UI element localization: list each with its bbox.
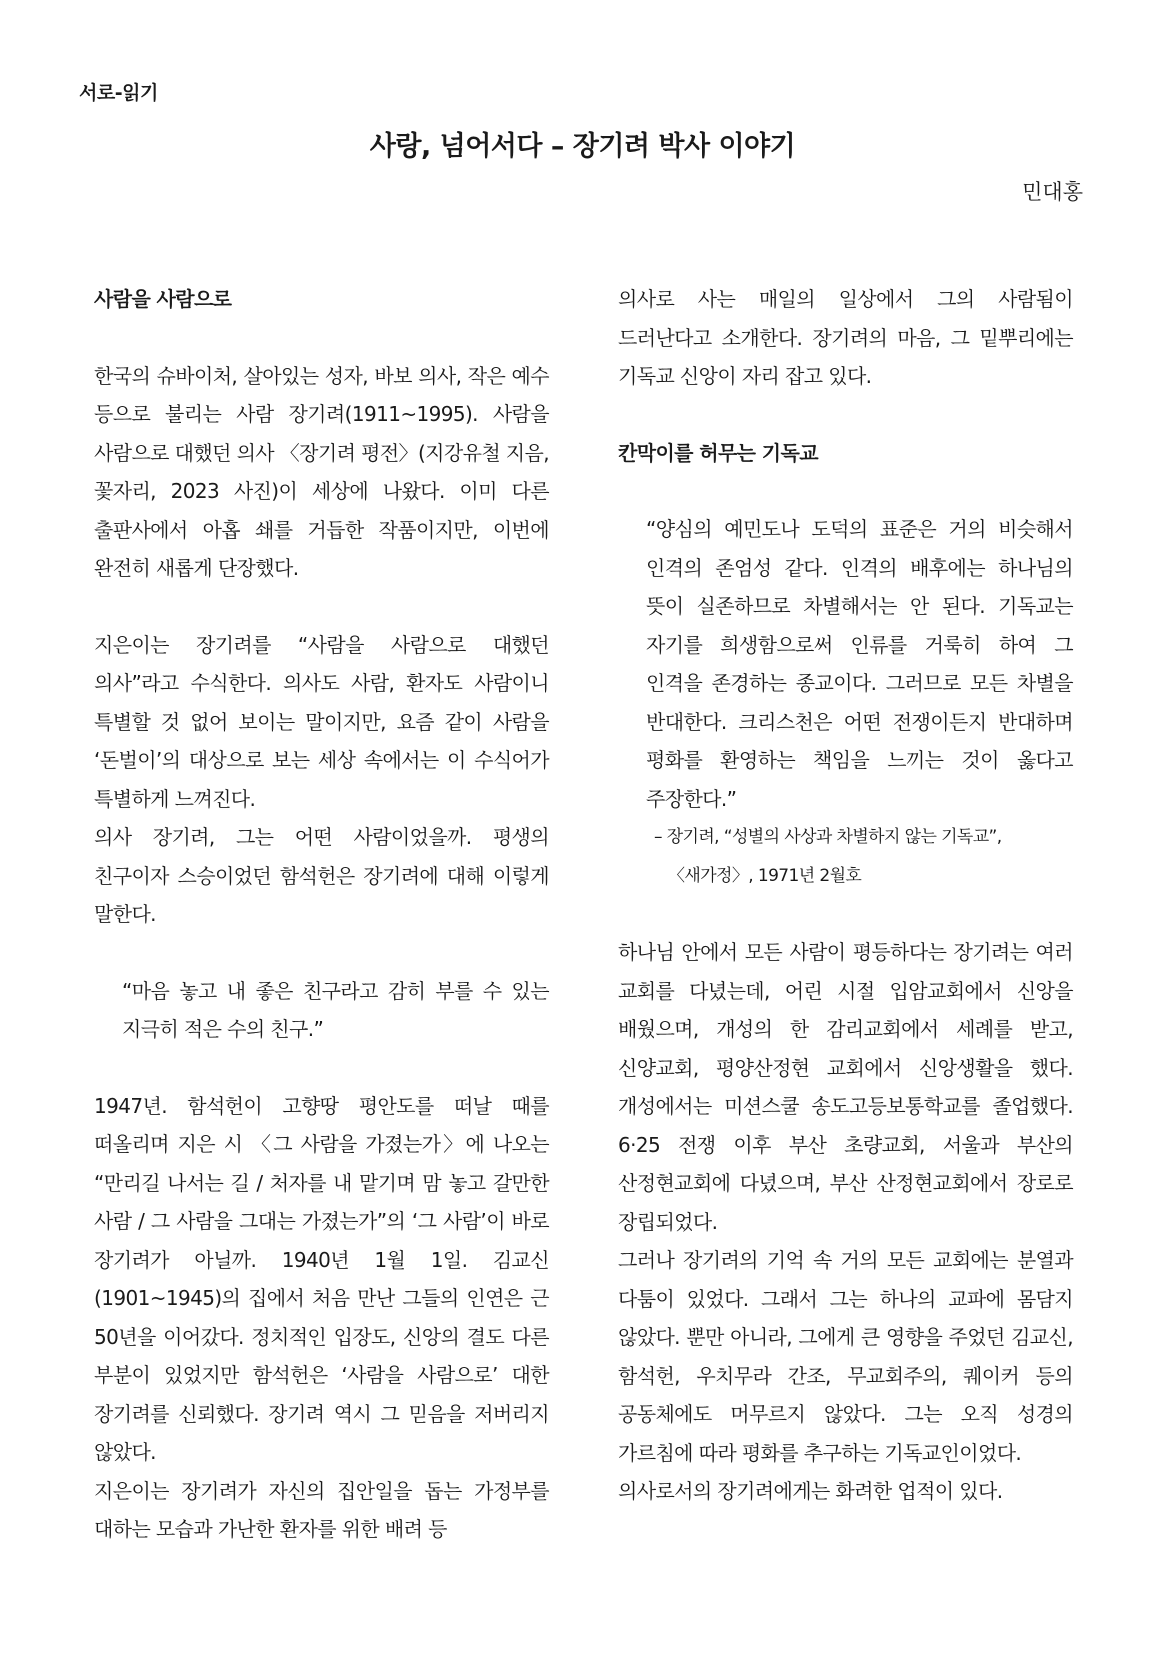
section-label: 서로-읽기: [79, 82, 158, 104]
paragraph: 의사로 사는 매일의 일상에서 그의 사람됨이 드러난다고 소개한다. 장기려의 마음, 그 밑뿌리에는 기독교 신앙이 자리 잡고 있다.: [618, 287, 1073, 388]
paragraph: 지은이는 장기려를 “사람을 사람으로 대했던 의사”라고 수식한다. 의사도 사람, 환자도 사람이니 특별할 것 없어 보이는 말이지만, 요즘 같이 사람을 ‘돈벌이’의 대상으로 보는 세상 속에서는 이 수식어가 특별하게 느껴진다.: [94, 632, 549, 811]
section-heading: 사람을 사람으로: [94, 287, 232, 311]
left-column: [94, 280, 549, 1549]
section-heading: 칸막이를 허무는 기독교: [618, 440, 818, 465]
article-title: 사랑, 넘어서다 – 장기려 박사 이야기: [369, 131, 796, 162]
quote-source: – 장기려, “성별의 사상과 차별하지 않는 기독교”,: [654, 827, 1002, 847]
blockquote: “마음 놓고 내 좋은 친구라고 감히 부를 수 있는 지극히 적은 수의 친구.”: [122, 978, 549, 1041]
paragraph: 그러나 장기려의 기억 속 거의 모든 교회에는 분열과 다툼이 있었다. 그래서 그는 하나의 교파에 몸담지 않았다. 뿐만 아니라, 그에게 큰 영향을 주었던 김교신, 함석헌, 우치무라 간조, 무교회주의, 퀘이커 등의 공동체에도 머무르지 않았다. 그는 오직 성경의 가르침에 따라 평화를 추구하는 기독교인이었다.: [618, 1248, 1073, 1465]
paragraph: 의사로서의 장기려에게는 화려한 업적이 있다.: [618, 1479, 1003, 1503]
right-column: [618, 280, 1073, 1511]
paragraph: 의사 장기려, 그는 어떤 사람이었을까. 평생의 친구이자 스승이었던 함석헌은 장기려에 대해 이렇게 말한다.: [94, 825, 549, 926]
paragraph: 하나님 안에서 모든 사람이 평등하다는 장기려는 여러 교회를 다녔는데, 어린 시절 입암교회에서 신앙을 배웠으며, 개성의 한 감리교회에서 세례를 받고, 신양교회, 평양산정현 교회에서 신앙생활을 했다. 개성에서는 미션스쿨 송도고등보통학교를 졸업했다. 6·25 전쟁 이후 부산 초량교회, 서울과 부산의 산정현교회에 다녔으며, 부산 산정현교회에서 장로로 장립되었다.: [618, 940, 1073, 1234]
author-name: 민대홍: [1022, 180, 1083, 204]
blockquote: “양심의 예민도나 도덕의 표준은 거의 비슷해서 인격의 존엄성 같다. 인격의 배후에는 하나님의 뜻이 실존하므로 차별해서는 안 된다. 기독교는 자기를 희생함으로써 인류를 거룩히 하여 그 인격을 존경하는 종교이다. 그러므로 모든 차별을 반대한다. 크리스천은 어떤 전쟁이든지 반대하며 평화를 환영하는 책임을 느끼는 것이 옳다고 주장한다.”: [646, 517, 1073, 811]
paragraph: 지은이는 장기려가 자신의 집안일을 돕는 가정부를 대하는 모습과 가난한 환자를 위한 배려 등: [94, 1478, 549, 1541]
paragraph: 1947년. 함석헌이 고향땅 평안도를 떠날 때를 떠올리며 지은 시 〈그 사람을 가졌는가〉에 나오는 “만리길 나서는 길 / 처자를 내 맡기며 맘 놓고 갈만한 사람 / 그 사람을 그대는 가졌는가”의 ‘그 사람’이 바로 장기려가 아닐까. 1940년 1월 1일. 김교신(1901~1945)의 집에서 처음 만난 그들의 인연은 근 50년을 이어갔다. 정치적인 입장도, 신앙의 결도 다른 부분이 있었지만 함석헌은 ‘사람을 사람으로’ 대한 장기려를 신뢰했다. 장기려 역시 그 믿음을 저버리지 않았다.: [94, 1093, 549, 1464]
quote-source-publication: 〈새가정〉, 1971년 2월호: [668, 865, 862, 886]
paragraph: 한국의 슈바이처, 살아있는 성자, 바보 의사, 작은 예수 등으로 불리는 사람 장기려(1911~1995). 사람을 사람으로 대했던 의사 〈장기려 평전〉(지강유철 지음, 꽃자리, 2023 사진)이 세상에 나왔다. 이미 다른 출판사에서 아홉 쇄를 거듭한 작품이지만, 이번에 완전히 새롭게 단장했다.: [94, 363, 549, 580]
